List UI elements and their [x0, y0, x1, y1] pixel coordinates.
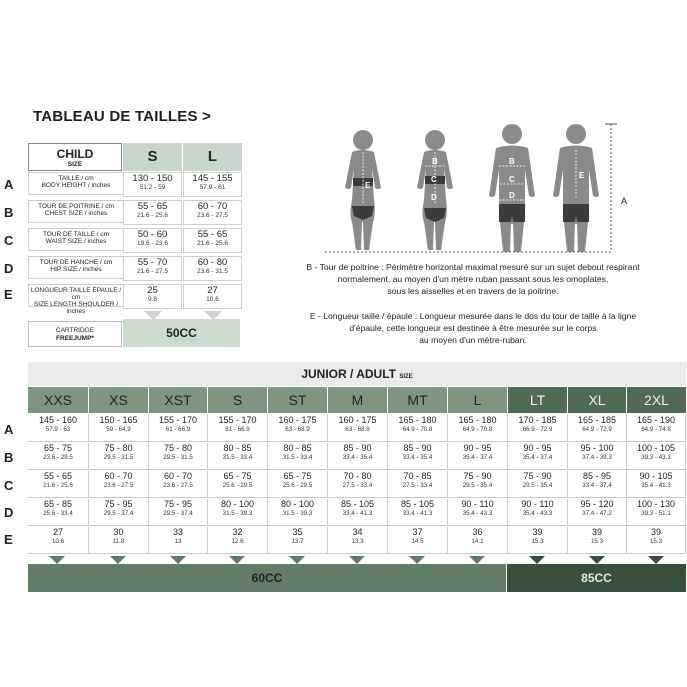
adult-cell — [568, 471, 627, 498]
adult-size-header: M — [328, 387, 387, 413]
adult-size-header: ST — [268, 387, 327, 413]
adult-cell — [89, 471, 149, 498]
adult-row-letter: A — [4, 422, 14, 437]
adult-cell-inches: 31.5 - 39.3 — [282, 510, 313, 517]
adult-cell-inches: 64.9 - 70.8 — [462, 426, 493, 433]
adult-cell-inches: 33.4 - 41.3 — [342, 510, 373, 517]
child-cell-inches: 21.6 - 25.6 — [196, 240, 229, 247]
adult-cell-cm: 35 — [292, 527, 303, 537]
adult-cell-inches: 29.5 - 31.5 — [163, 454, 193, 461]
adult-cell — [268, 443, 328, 470]
child-cell — [123, 228, 182, 253]
fig2-label-d: D — [431, 193, 437, 202]
adult-cell-inches: 33.4 - 35.4 — [402, 454, 433, 461]
adult-cell — [508, 499, 568, 526]
adult-cell — [268, 499, 328, 526]
child-cell — [123, 284, 182, 309]
child-cell-inches: 23.6 - 27.5 — [196, 212, 229, 219]
adult-cell — [388, 527, 448, 554]
adult-cell-cm: 165 - 185 — [577, 415, 617, 425]
child-cell-cm: 27 — [207, 285, 218, 296]
adult-cell — [208, 499, 268, 526]
adult-cell-cm: 85 - 105 — [400, 499, 435, 509]
adult-cell — [328, 415, 388, 442]
adult-column-arrow — [170, 556, 186, 564]
fig2-label-c: C — [431, 175, 437, 184]
adult-cell-cm: 85 - 95 — [582, 471, 612, 481]
adult-cell-cm: 95 - 120 — [580, 499, 614, 509]
adult-cell-inches: 25.6 - 29.5 — [222, 482, 253, 489]
child-cell — [183, 200, 242, 225]
child-cell-cm: 60 - 80 — [197, 257, 228, 268]
adult-size-header: 2XL — [627, 387, 686, 413]
adult-cell-inches: 23.6 - 29.5 — [43, 454, 73, 461]
child-row-label-line1: TOUR DE TAILLE / cm — [42, 231, 110, 238]
adult-cell-inches: 37.4 - 39.3 — [582, 454, 612, 461]
adult-row-letter: B — [4, 450, 14, 465]
adult-cell-cm: 90 - 110 — [521, 499, 554, 509]
adult-cell-cm: 70 - 85 — [403, 471, 432, 481]
adult-cell-cm: 30 — [113, 527, 124, 537]
adult-cell — [89, 443, 149, 470]
child-row-label-line2: SIZE LENGTH SHOULDER / inches — [33, 301, 119, 316]
adult-cell-inches: 63 - 68.9 — [285, 426, 310, 433]
child-row-label-line1: LONGUEUR TAILLE ÉPAULE / cm — [30, 287, 122, 302]
adult-cell-cm: 85 - 90 — [403, 443, 432, 453]
adult-cell-cm: 32 — [232, 527, 243, 537]
adult-cell-inches: 27.5 - 33.4 — [342, 482, 373, 489]
fig3-label-d: D — [509, 191, 515, 200]
adult-cell-cm: 165 - 190 — [636, 415, 676, 425]
adult-cell — [149, 471, 208, 498]
adult-cell-inches: 33.4 - 41.3 — [402, 510, 433, 517]
figure4-head — [566, 124, 586, 144]
child-cell-inches: 19.6 - 23.6 — [136, 240, 169, 247]
adult-cell-inches: 14.5 — [411, 538, 424, 545]
adult-size-header: XXS — [28, 387, 88, 413]
adult-cell-cm: 155 - 170 — [218, 415, 257, 425]
child-cell-cm: 55 - 65 — [197, 229, 228, 240]
adult-cell-cm: 75 - 80 — [163, 443, 193, 453]
figure1-body — [345, 150, 381, 250]
child-size-s: S — [123, 143, 182, 171]
child-cell-inches: 21.6 - 25.6 — [136, 212, 169, 219]
adult-cell — [627, 499, 686, 526]
adult-column-arrow — [648, 556, 664, 564]
adult-size-header: XL — [568, 387, 626, 413]
description-chest — [258, 261, 687, 297]
adult-size-header: XS — [89, 387, 148, 413]
adult-cartridge-60cc: 60CC — [28, 564, 506, 592]
fig4-label-e: E — [579, 171, 585, 180]
adult-cell — [627, 443, 686, 470]
adult-column-arrow — [49, 556, 65, 564]
adult-cell — [89, 415, 149, 442]
child-cell-cm: 55 - 70 — [137, 257, 168, 268]
child-row-label — [28, 200, 124, 223]
fig3-label-b: B — [509, 157, 515, 166]
adult-cell-cm: 100 - 130 — [636, 499, 676, 509]
fig1-label-e: E — [365, 181, 371, 190]
adult-cell — [268, 471, 328, 498]
adult-cell — [89, 527, 149, 554]
adult-cell — [388, 443, 448, 470]
child-cell — [183, 284, 242, 309]
adult-column-arrow — [110, 556, 126, 564]
desc-e-line1: E - Longueur taille / épaule : Longueur mesurée dans le dos du tour de taille à la ligne — [309, 311, 637, 321]
figure3-head — [502, 124, 522, 144]
child-cell — [183, 172, 242, 197]
figure1-head — [353, 130, 373, 150]
adult-cell — [448, 499, 508, 526]
adult-cell — [508, 527, 568, 554]
adult-cell-cm: 34 — [352, 527, 363, 537]
adult-cell — [448, 415, 508, 442]
adult-cell-inches: 64.9 - 72.9 — [582, 426, 612, 433]
adult-size-header: L — [448, 387, 507, 413]
child-row-letter: E — [4, 287, 13, 302]
adult-cell — [627, 415, 686, 442]
adult-cell-cm: 90 - 95 — [463, 443, 492, 453]
adult-cell-cm: 80 - 100 — [280, 499, 315, 509]
child-row-label-line1: TAILLE / cm — [58, 175, 94, 182]
adult-cell-inches: 13 — [174, 538, 182, 545]
child-cell-cm: 50 - 60 — [137, 229, 168, 240]
adult-cell-cm: 80 - 85 — [223, 443, 252, 453]
adult-cell — [568, 443, 627, 470]
adult-cell-inches: 27.5 - 33.4 — [402, 482, 433, 489]
adult-cell-cm: 75 - 90 — [463, 471, 492, 481]
adult-cell-inches: 64.9 - 70.8 — [402, 426, 433, 433]
adult-cell-inches: 39.3 - 51.1 — [641, 510, 671, 517]
adult-cell-cm: 65 - 75 — [43, 443, 73, 453]
adult-cell-inches: 59 - 64.9 — [106, 426, 131, 433]
adult-cell-cm: 33 — [172, 527, 183, 537]
body-figures-illustration — [325, 118, 635, 258]
adult-cell — [28, 443, 89, 470]
adult-cell — [627, 471, 686, 498]
adult-cell-inches: 15.3 — [531, 538, 544, 545]
adult-column-arrow — [589, 556, 605, 564]
adult-cell — [388, 415, 448, 442]
child-row-letter: B — [4, 205, 14, 220]
adult-cell-cm: 37 — [412, 527, 423, 537]
adult-cell-inches: 11.8 — [112, 538, 125, 545]
adult-cell-cm: 145 - 160 — [38, 415, 78, 425]
adult-column-arrow — [409, 556, 425, 564]
adult-cell — [149, 415, 208, 442]
adult-column-arrow — [529, 556, 545, 564]
adult-cell-inches: 66.9 - 72.9 — [522, 426, 553, 433]
adult-cell-cm: 75 - 95 — [163, 499, 193, 509]
adult-cell-inches: 35.4 - 37.4 — [462, 454, 493, 461]
adult-cell — [627, 527, 686, 554]
adult-cell-cm: 60 - 70 — [104, 471, 133, 481]
description-length — [258, 310, 687, 346]
adult-cell-cm: 80 - 100 — [220, 499, 255, 509]
adult-cell-cm: 75 - 95 — [104, 499, 133, 509]
adult-cell — [508, 471, 568, 498]
adult-cell-cm: 55 - 65 — [43, 471, 73, 481]
adult-cell-inches: 31.5 - 33.4 — [282, 454, 313, 461]
child-cell-inches: 21.6 - 27.5 — [136, 268, 169, 275]
adult-cell-cm: 65 - 85 — [43, 499, 73, 509]
adult-cell-inches: 39.3 - 43.3 — [641, 454, 671, 461]
adult-cell — [268, 527, 328, 554]
adult-cell — [268, 415, 328, 442]
adult-cell-inches: 12.6 — [231, 538, 244, 545]
child-row-label-line1: TOUR DE POITRINE / cm — [38, 203, 114, 210]
adult-cell — [28, 527, 89, 554]
adult-row-letter: E — [4, 532, 13, 547]
child-cell — [183, 256, 242, 281]
child-cell-cm: 25 — [147, 285, 158, 296]
adult-cell-inches: 31.5 - 33.4 — [222, 454, 253, 461]
adult-cell-inches: 61 - 66.9 — [165, 426, 191, 433]
child-row-label — [28, 256, 124, 279]
adult-cell-cm: 70 - 80 — [343, 471, 372, 481]
adult-cell — [508, 443, 568, 470]
child-row-label-line2: HIP SIZE / inches — [50, 266, 102, 274]
child-row-letter: A — [4, 177, 14, 192]
child-cell — [183, 228, 242, 253]
adult-cell-inches: 23.6 - 27.5 — [103, 482, 134, 489]
adult-cartridge-85cc: 85CC — [507, 564, 686, 592]
adult-cell-inches: 14.1 — [471, 538, 484, 545]
adult-cell-inches: 35.4 - 43.3 — [462, 510, 493, 517]
adult-column-arrow — [289, 556, 305, 564]
adult-cell-cm: 165 - 180 — [398, 415, 437, 425]
adult-cell — [208, 471, 268, 498]
adult-cell — [568, 499, 627, 526]
adult-cell-inches: 63 - 68.9 — [345, 426, 370, 433]
adult-size-header: XST — [149, 387, 207, 413]
child-row-label-line2: WAIST SIZE / inches — [45, 238, 107, 246]
adult-cell-inches: 64.9 - 74.8 — [641, 426, 671, 433]
child-cell-inches: 10.6 — [206, 296, 219, 303]
adult-cell-inches: 13.3 — [351, 538, 364, 545]
adult-cell-inches: 31.5 - 39.3 — [222, 510, 253, 517]
adult-cell — [448, 471, 508, 498]
adult-cell — [149, 499, 208, 526]
adult-cell — [208, 415, 268, 442]
adult-cell-cm: 60 - 70 — [163, 471, 193, 481]
adult-row-letter: C — [4, 478, 14, 493]
fig2-label-b: B — [432, 157, 438, 166]
adult-cell-cm: 75 - 90 — [523, 471, 552, 481]
child-cell-cm: 55 - 65 — [137, 201, 168, 212]
child-cell-inches: 57.9 - 61 — [199, 184, 226, 191]
adult-cell — [448, 527, 508, 554]
adult-cell-cm: 170 - 185 — [518, 415, 557, 425]
adult-cell-inches: 29.5 - 35.4 — [522, 482, 553, 489]
desc-b-line2: normalement, au moyen d'un mètre ruban passant sous les omoplates, — [337, 274, 609, 284]
adult-cell-cm: 85 - 105 — [340, 499, 375, 509]
adult-cell-inches: 25.6 - 33.4 — [43, 510, 73, 517]
child-size-l: L — [183, 143, 242, 171]
child-row-label — [28, 228, 124, 251]
adult-cell-cm: 90 - 95 — [523, 443, 552, 453]
adult-cell-inches: 29.5 - 37.4 — [163, 510, 193, 517]
adult-cell-cm: 39 — [591, 527, 602, 537]
child-header-label: CHILD — [56, 147, 94, 161]
height-label-a: A — [621, 196, 628, 206]
adult-cell-cm: 90 - 110 — [461, 499, 494, 509]
adult-cell-inches: 10.6 — [51, 538, 65, 545]
desc-b-line1: B - Tour de poitrine : Périmètre horizontal maximal mesuré sur un sujet debout respirant — [306, 262, 640, 272]
adult-cell-inches: 35.4 - 41.3 — [641, 482, 671, 489]
adult-cell — [89, 499, 149, 526]
child-cartridge-value: 50CC — [123, 319, 240, 347]
adult-cell-cm: 65 - 75 — [223, 471, 252, 481]
adult-column-arrow — [349, 556, 365, 564]
adult-cell — [568, 527, 627, 554]
adult-cell-cm: 165 - 180 — [458, 415, 497, 425]
adult-cell-inches: 37.4 - 47.2 — [582, 510, 612, 517]
child-cell — [123, 256, 182, 281]
adult-cell — [149, 443, 208, 470]
child-row-label-line2: CHEST SIZE / inches — [44, 210, 108, 218]
child-cell-inches: 23.6 - 31.5 — [196, 268, 229, 275]
adult-cell-cm: 100 - 105 — [636, 443, 676, 453]
adult-cell-cm: 160 - 175 — [278, 415, 317, 425]
adult-cell-inches: 25.6 - 29.5 — [282, 482, 313, 489]
adult-cell-inches: 29.5 - 35.4 — [462, 482, 493, 489]
adult-cell-cm: 90 - 105 — [639, 471, 673, 481]
child-cell-cm: 145 - 155 — [192, 173, 233, 184]
adult-cell — [328, 471, 388, 498]
desc-e-line3: au moyen d'un mètre-ruban. — [419, 335, 527, 345]
adult-cell-cm: 27 — [52, 527, 63, 537]
adult-cell-inches: 15.3 — [590, 538, 604, 545]
child-row-letter: D — [4, 261, 14, 276]
child-row-label-line2: BODY HEIGHT / inches — [41, 182, 111, 190]
adult-row-letter: D — [4, 505, 14, 520]
child-cell-cm: 60 - 70 — [197, 201, 228, 212]
adult-cell-cm: 39 — [650, 527, 661, 537]
adult-cell-cm: 65 - 75 — [283, 471, 312, 481]
child-row-label — [28, 172, 124, 195]
child-cell — [123, 200, 182, 225]
page-title: TABLEAU DE TAILLES > — [33, 108, 212, 125]
adult-cell-inches: 29.5 - 31.5 — [103, 454, 134, 461]
adult-cell-inches: 61 - 66.9 — [225, 426, 250, 433]
child-row-label — [28, 284, 124, 316]
adult-cell — [28, 415, 89, 442]
adult-cell-cm: 80 - 85 — [283, 443, 312, 453]
adult-cell-inches: 29.5 - 37.4 — [103, 510, 134, 517]
adult-size-header: MT — [388, 387, 447, 413]
adult-cell-inches: 33.4 - 37.4 — [582, 482, 612, 489]
adult-cell-cm: 95 - 100 — [580, 443, 614, 453]
junior-adult-title: JUNIOR / ADULT — [301, 367, 396, 381]
child-cell-cm: 130 - 150 — [132, 173, 173, 184]
adult-column-arrow — [229, 556, 245, 564]
adult-cell-cm: 160 - 175 — [338, 415, 377, 425]
child-header-sub: SIZE — [67, 161, 83, 168]
adult-cell — [328, 499, 388, 526]
adult-cell — [208, 443, 268, 470]
adult-cell — [328, 527, 388, 554]
adult-cell-inches: 35.4 - 43.3 — [522, 510, 553, 517]
adult-column-arrow — [469, 556, 485, 564]
cartridge-label-line1: CARTRIDGE — [55, 327, 95, 334]
adult-cell — [508, 415, 568, 442]
desc-e-line2: d'épaule, cette longueur est destinée à être mesurée sur le corps — [349, 323, 597, 333]
adult-cell — [388, 499, 448, 526]
child-cell-inches: 9.8 — [147, 296, 158, 303]
child-row-letter: C — [4, 233, 14, 248]
child-size-header — [28, 143, 122, 171]
adult-cell — [28, 499, 89, 526]
adult-cell — [149, 527, 208, 554]
adult-cell-cm: 75 - 80 — [104, 443, 133, 453]
adult-cell — [448, 443, 508, 470]
desc-b-line3: sous les aisselles et en travers de la poitrine. — [387, 286, 559, 296]
cartridge-label-line2: FREEJUMP* — [56, 334, 94, 342]
adult-cell-inches: 35.4 - 37.4 — [522, 454, 553, 461]
adult-cell-inches: 15.3 — [649, 538, 663, 545]
adult-cell — [568, 415, 627, 442]
junior-adult-header — [28, 362, 686, 386]
fig3-label-c: C — [509, 175, 515, 184]
adult-cell-inches: 21.6 - 25.6 — [43, 482, 73, 489]
adult-cell-inches: 13.7 — [291, 538, 304, 545]
figure2-head — [425, 130, 445, 150]
child-row-label-line1: TOUR DE HANCHE / cm — [39, 259, 113, 266]
adult-cell-cm: 155 - 170 — [158, 415, 198, 425]
adult-cell-cm: 39 — [532, 527, 543, 537]
adult-cell-inches: 57.9 - 63 — [45, 426, 71, 433]
adult-cell-cm: 85 - 90 — [343, 443, 372, 453]
adult-cell-inches: 33.4 - 35.4 — [342, 454, 373, 461]
child-cell — [123, 172, 182, 197]
adult-cell — [28, 471, 89, 498]
adult-size-header: S — [208, 387, 267, 413]
adult-cell — [328, 443, 388, 470]
adult-size-header: LT — [508, 387, 567, 413]
adult-cell-inches: 23.6 - 27.5 — [163, 482, 193, 489]
junior-adult-sub: SIZE — [399, 374, 413, 380]
cartridge-label — [28, 321, 122, 347]
adult-cell — [208, 527, 268, 554]
adult-cell-cm: 150 - 165 — [99, 415, 138, 425]
child-cell-inches: 51.2 - 59 — [139, 184, 166, 191]
adult-cell — [388, 471, 448, 498]
adult-cell-cm: 36 — [472, 527, 483, 537]
